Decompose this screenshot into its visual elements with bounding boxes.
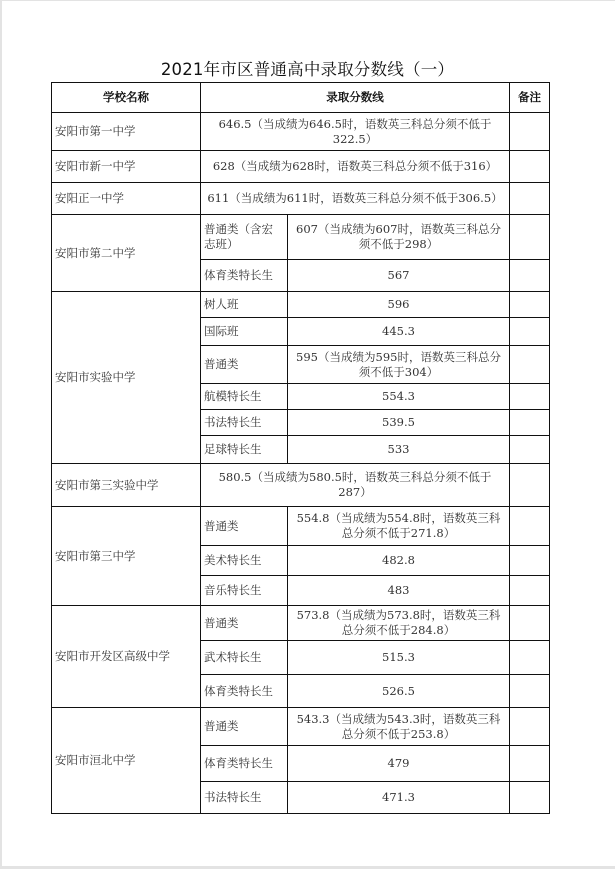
score-cell: 471.3 bbox=[288, 782, 510, 814]
header-score: 录取分数线 bbox=[201, 83, 510, 113]
score-cell: 628（当成绩为628时，语数英三科总分须不低于316） bbox=[201, 151, 510, 183]
score-cell: 533 bbox=[288, 436, 510, 464]
category-cell: 国际班 bbox=[201, 318, 288, 346]
category-cell: 体育类特长生 bbox=[201, 675, 288, 708]
score-cell: 554.3 bbox=[288, 384, 510, 410]
score-cell: 515.3 bbox=[288, 641, 510, 675]
school-name: 安阳市第三实验中学 bbox=[52, 464, 201, 507]
score-cell: 611（当成绩为611时，语数英三科总分须不低于306.5） bbox=[201, 183, 510, 215]
note-cell bbox=[510, 507, 550, 546]
category-cell: 普通类（含宏志班） bbox=[201, 215, 288, 260]
note-cell bbox=[510, 151, 550, 183]
score-cell: 479 bbox=[288, 746, 510, 782]
school-name: 安阳市开发区高级中学 bbox=[52, 606, 201, 708]
document-title: 2021年市区普通高中录取分数线（一） bbox=[160, 60, 455, 79]
note-cell bbox=[510, 292, 550, 318]
score-cell: 646.5（当成绩为646.5时，语数英三科总分须不低于322.5） bbox=[201, 113, 510, 151]
header-note: 备注 bbox=[510, 83, 550, 113]
category-cell: 美术特长生 bbox=[201, 546, 288, 576]
note-cell bbox=[510, 606, 550, 641]
school-name: 安阳市实验中学 bbox=[52, 292, 201, 464]
category-cell: 航模特长生 bbox=[201, 384, 288, 410]
note-cell bbox=[510, 546, 550, 576]
table-row bbox=[52, 151, 550, 183]
category-cell: 武术特长生 bbox=[201, 641, 288, 675]
score-cell: 607（当成绩为607时，语数英三科总分须不低于298） bbox=[288, 215, 510, 260]
note-cell bbox=[510, 641, 550, 675]
school-name: 安阳市第一中学 bbox=[52, 113, 201, 151]
score-cell: 482.8 bbox=[288, 546, 510, 576]
score-cell: 526.5 bbox=[288, 675, 510, 708]
table-row bbox=[52, 292, 550, 318]
score-cell: 596 bbox=[288, 292, 510, 318]
category-cell: 书法特长生 bbox=[201, 410, 288, 436]
score-cell: 573.8（当成绩为573.8时，语数英三科总分须不低于284.8） bbox=[288, 606, 510, 641]
school-name: 安阳市洹北中学 bbox=[52, 708, 201, 814]
category-cell: 体育类特长生 bbox=[201, 260, 288, 292]
category-cell: 普通类 bbox=[201, 606, 288, 641]
school-name: 安阳市第三中学 bbox=[52, 507, 201, 606]
score-cell: 554.8（当成绩为554.8时，语数英三科总分须不低于271.8） bbox=[288, 507, 510, 546]
header-row bbox=[52, 83, 550, 113]
category-cell: 足球特长生 bbox=[201, 436, 288, 464]
note-cell bbox=[510, 346, 550, 384]
note-cell bbox=[510, 675, 550, 708]
category-cell: 普通类 bbox=[201, 708, 288, 746]
note-cell bbox=[510, 215, 550, 260]
note-cell bbox=[510, 384, 550, 410]
category-cell: 普通类 bbox=[201, 346, 288, 384]
table-row bbox=[52, 606, 550, 641]
school-name: 安阳正一中学 bbox=[52, 183, 201, 215]
category-cell: 音乐特长生 bbox=[201, 576, 288, 606]
score-cell: 543.3（当成绩为543.3时，语数英三科总分须不低于253.8） bbox=[288, 708, 510, 746]
table-row bbox=[52, 708, 550, 746]
score-cell: 595（当成绩为595时，语数英三科总分须不低于304） bbox=[288, 346, 510, 384]
note-cell bbox=[510, 436, 550, 464]
score-cell: 580.5（当成绩为580.5时，语数英三科总分须不低于287） bbox=[201, 464, 510, 507]
note-cell bbox=[510, 746, 550, 782]
note-cell bbox=[510, 782, 550, 814]
note-cell bbox=[510, 318, 550, 346]
note-cell bbox=[510, 410, 550, 436]
admission-score-table bbox=[51, 82, 550, 814]
note-cell bbox=[510, 464, 550, 507]
category-cell: 书法特长生 bbox=[201, 782, 288, 814]
note-cell bbox=[510, 708, 550, 746]
score-cell: 445.3 bbox=[288, 318, 510, 346]
note-cell bbox=[510, 260, 550, 292]
note-cell bbox=[510, 576, 550, 606]
table-row bbox=[52, 113, 550, 151]
header-school-name: 学校名称 bbox=[52, 83, 201, 113]
table-row bbox=[52, 183, 550, 215]
category-cell: 树人班 bbox=[201, 292, 288, 318]
school-name: 安阳市第二中学 bbox=[52, 215, 201, 292]
note-cell bbox=[510, 113, 550, 151]
category-cell: 体育类特长生 bbox=[201, 746, 288, 782]
score-cell: 483 bbox=[288, 576, 510, 606]
category-cell: 普通类 bbox=[201, 507, 288, 546]
table-row bbox=[52, 464, 550, 507]
score-cell: 539.5 bbox=[288, 410, 510, 436]
table-row bbox=[52, 215, 550, 260]
school-name: 安阳市新一中学 bbox=[52, 151, 201, 183]
note-cell bbox=[510, 183, 550, 215]
score-cell: 567 bbox=[288, 260, 510, 292]
table-row bbox=[52, 507, 550, 546]
